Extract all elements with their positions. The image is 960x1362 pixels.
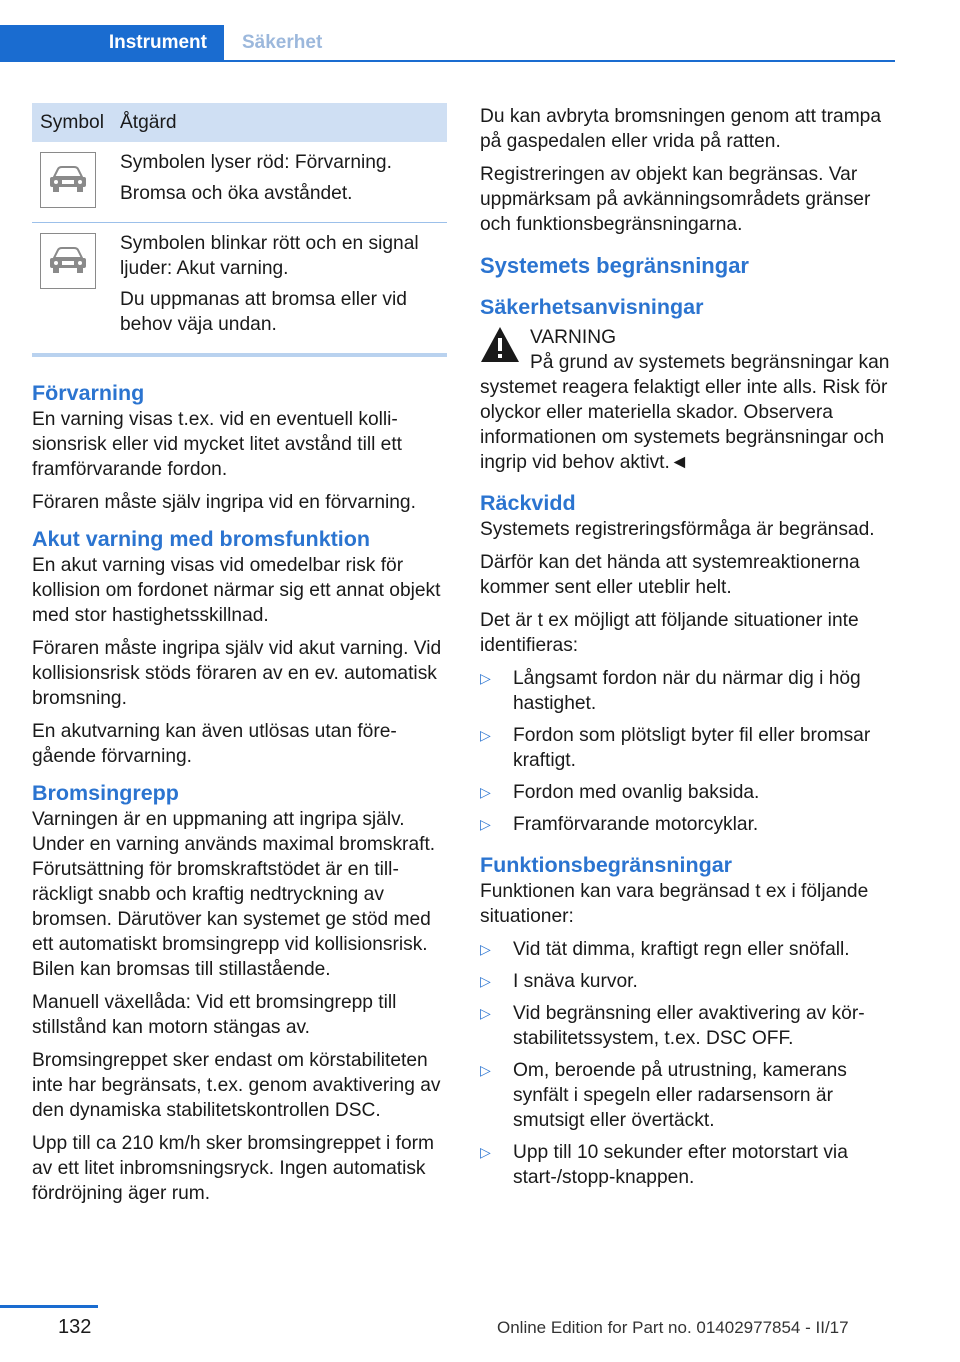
table-header-row [32, 103, 447, 142]
list-item: ▷ Vid begränsning eller avaktivering av körstabilitetssystem, t.ex. DSC OFF. [480, 1003, 865, 1049]
warning-box [480, 325, 898, 475]
bullet-triangle-icon: ▷ [480, 1005, 491, 1021]
row-text: Du uppmanas att bromsa eller vid behov väja undan. [120, 289, 407, 335]
warning-text: På grund av systemets begränsningar kan systemet reagera felaktigt eller inte alls. Risk för olyckor eller materiella skador. Observera informationen om systemets begränsningar och ingrip vid behov aktivt.◄ [480, 352, 890, 473]
heading-bromsingrepp: Bromsingrepp [32, 781, 179, 805]
list-item: ▷ Framförvarande motorcyklar. [480, 814, 759, 835]
range-list [480, 666, 898, 837]
right-column [480, 104, 898, 1198]
col-symbol-header: Symbol [32, 103, 120, 142]
paragraph: Varningen är en uppmaning att ingripa själv. Under en varning används maximal bromskraft. Förutsättning för bromskraftstödet är en tillräckligt snabb och kraftig nedtryckning av bromsen. Därutöver kan systemet ge stöd med ett automatiskt bromsingrepp vid kollisionsrisk. Bilen kan bromsas till stillastående. [32, 809, 436, 980]
paragraph: Du kan avbryta bromsningen genom att trampa på gaspedalen eller vrida på ratten. [480, 106, 882, 152]
heading-forvarning: Förvarning [32, 381, 145, 405]
warning-title: VARNING [530, 327, 616, 348]
bullet-triangle-icon: ▷ [480, 816, 491, 832]
paragraph: Funktionen kan vara begränsad t ex i följande situationer: [480, 881, 869, 927]
paragraph: Det är t ex möjligt att följande situationer inte identifieras: [480, 610, 859, 656]
footer-divider [0, 1305, 98, 1308]
paragraph: Bromsingreppet sker endast om körstabiliteten inte har begränsats, t.ex. genom avaktivering av den dynamiska stabilitetskontrollen DSC. [32, 1050, 441, 1121]
list-item: ▷ Om, beroende på utrustning, kamerans synfält i spegeln eller radarsensorn är smutsigt eller övertäckt. [480, 1060, 847, 1131]
car-warning-icon [40, 233, 96, 289]
list-item: ▷ Fordon med ovanlig baksida. [480, 782, 760, 803]
heading-funktionsbegransningar: Funktionsbegränsningar [480, 853, 733, 877]
bullet-triangle-icon: ▷ [480, 941, 491, 957]
table-row [32, 142, 447, 223]
bullet-triangle-icon: ▷ [480, 1062, 491, 1078]
paragraph: En akutvarning kan även utlösas utan föregående förvarning. [32, 721, 397, 767]
paragraph: Föraren måste ingripa själv vid akut varning. Vid kollisionsrisk stöds föraren av en ev. automatisk bromsning. [32, 638, 442, 709]
list-item: ▷ Vid tät dimma, kraftigt regn eller snöfall. [480, 939, 850, 960]
car-warning-icon [40, 152, 96, 208]
edition-text: Online Edition for Part no. 01402977854 - II/17 [497, 1318, 849, 1337]
list-item: ▷ Fordon som plötsligt byter fil eller bromsar kraftigt. [480, 725, 871, 771]
warning-triangle-icon [480, 325, 520, 365]
left-column [32, 103, 447, 1214]
paragraph: Systemets registreringsförmåga är begränsad. [480, 519, 875, 540]
heading-systemets-begransningar: Systemets begränsningar [480, 253, 749, 278]
paragraph: Registreringen av objekt kan begränsas. Var uppmärksam på avkänningsområdets gränser och funktionsbegränsningarna. [480, 164, 871, 235]
list-item: ▷ Långsamt fordon när du närmar dig i hög hastighet. [480, 668, 861, 714]
page-number: 132 [58, 1316, 92, 1338]
list-item: ▷ Upp till 10 sekunder efter motorstart via start-/stopp-knappen. [480, 1142, 848, 1188]
bullet-triangle-icon: ▷ [480, 973, 491, 989]
symbol-table [32, 103, 447, 357]
row-text: Bromsa och öka avståndet. [120, 183, 353, 204]
table-row [32, 223, 447, 356]
tab-instrument[interactable]: Instrument [0, 25, 224, 61]
row-text: Symbolen blinkar rött och en signal ljuder: Akut varning. [120, 233, 419, 279]
bullet-triangle-icon: ▷ [480, 727, 491, 743]
col-action-header: Åtgärd [120, 103, 447, 142]
heading-akut-varning: Akut varning med bromsfunktion [32, 527, 371, 551]
paragraph: En akut varning visas vid omedelbar risk för kollision om fordonet närmar sig ett annat objekt med stor hastighetsskillnad. [32, 555, 441, 626]
bullet-triangle-icon: ▷ [480, 670, 491, 686]
paragraph: En varning visas t.ex. vid en eventuell kollisionsrisk eller vid mycket litet avstånd till ett framförvarande fordon. [32, 409, 403, 480]
paragraph: Föraren måste själv ingripa vid en förvarning. [32, 492, 416, 513]
paragraph: Manuell växellåda: Vid ett bromsingrepp till stillstånd kan motorn stängas av. [32, 992, 397, 1038]
page-header [0, 25, 895, 61]
function-list [480, 937, 898, 1190]
header-divider [0, 60, 895, 62]
paragraph: Upp till ca 210 km/h sker bromsingreppet i form av ett litet inbromsningsryck. Ingen automatisk fördröjning äger rum. [32, 1133, 435, 1204]
row-text: Symbolen lyser röd: Förvarning. [120, 152, 392, 173]
tab-sakerhet[interactable]: Säkerhet [242, 32, 323, 53]
paragraph: Därför kan det hända att systemreaktionerna kommer sent eller uteblir helt. [480, 552, 860, 598]
heading-sakerhetsanvisningar: Säkerhetsanvisningar [480, 295, 704, 319]
heading-rackvidd: Räckvidd [480, 491, 576, 515]
bullet-triangle-icon: ▷ [480, 784, 491, 800]
bullet-triangle-icon: ▷ [480, 1144, 491, 1160]
list-item: ▷ I snäva kurvor. [480, 971, 638, 992]
